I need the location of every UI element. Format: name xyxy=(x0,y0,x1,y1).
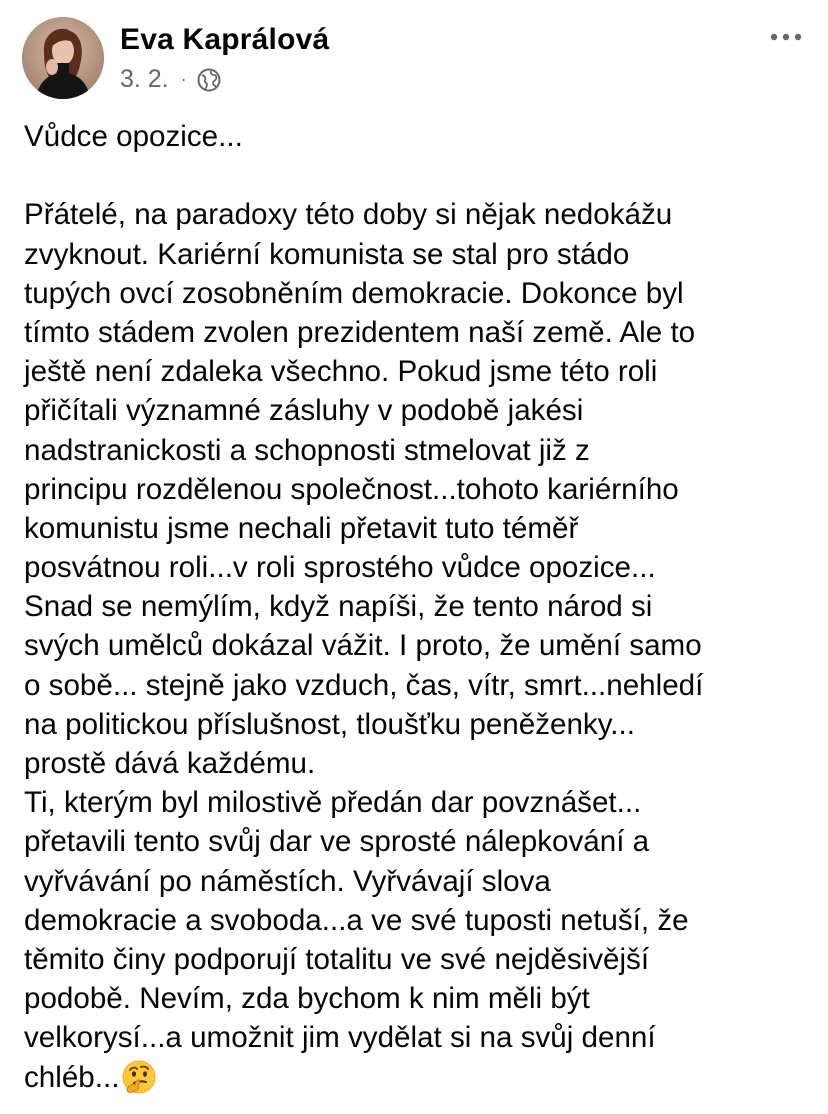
post-body-line: ještě není zdaleka všechno. Pokud jsme této roli xyxy=(24,355,658,389)
post-body-lines xyxy=(24,195,814,1057)
post-body-line: principu rozdělenou společnost...tohoto kariérního xyxy=(24,472,679,506)
globe-icon[interactable] xyxy=(197,68,221,92)
post-body-line: Přátelé, na paradoxy této doby si nějak nedokážu xyxy=(24,198,673,232)
meta-separator: · xyxy=(180,69,187,89)
author-name[interactable]: Eva Kaprálová xyxy=(120,23,330,56)
post-body-line: podobě. Nevím, zda bychom k nim měli být xyxy=(24,982,590,1016)
post-body-line: o sobě... stejně jako vzduch, čas, vítr, smrt...nehledí xyxy=(24,668,704,702)
post-title-line: Vůdce opozice... xyxy=(24,120,243,153)
post-body-line: posvátnou roli...v roli sprostého vůdce opozice... xyxy=(24,551,656,585)
post-body-line: tímto stádem zvolen prezidentem naší země. Ale to xyxy=(24,315,696,349)
avatar[interactable] xyxy=(22,17,104,99)
post-body-line: přičítali významné zásluhy v podobě jakési xyxy=(24,394,584,428)
post-body-line: nadstranickosti a schopnosti stmelovat již z xyxy=(24,433,590,467)
post-body-line: tupých ovcí zosobněním demokracie. Dokonce byl xyxy=(24,276,684,310)
post-text xyxy=(24,117,814,1097)
post-last-line-text: chléb... xyxy=(24,1060,120,1094)
post-body-line: zvyknout. Kariérní komunista se stal pro stádo xyxy=(24,237,630,271)
post-body-line: velkorysí...a umožnit jim vydělat si na svůj denní xyxy=(24,1021,656,1055)
post-body-line: vyřvávání po náměstích. Vyřvávají slova xyxy=(24,864,551,898)
post-body-line: těmito činy podporují totalitu ve své nejděsivější xyxy=(24,942,650,976)
post-meta xyxy=(120,65,221,94)
post-body-line: svých umělců dokázal vážit. I proto, že umění samo xyxy=(24,629,702,663)
post-body-line: Ti, kterým byl milostivě předán dar povznášet... xyxy=(24,786,642,820)
more-options-icon[interactable] xyxy=(768,27,804,47)
post-body-line: přetavili tento svůj dar ve sprosté nálepkování a xyxy=(24,825,650,859)
post-body-line: na politickou příslušnost, tloušťku peněženky... xyxy=(24,707,635,741)
thinking-face-emoji xyxy=(121,1059,157,1095)
post-body-line: prostě dává každému. xyxy=(24,747,316,780)
post-body-line: komunistu jsme nechali přetavit tuto téměř xyxy=(24,511,579,545)
post-date[interactable]: 3. 2. xyxy=(120,65,169,93)
post-body-line: demokracie a svoboda...a ve své tuposti netuší, že xyxy=(24,903,689,937)
paragraph-gap xyxy=(24,156,814,195)
post-body-line: Snad se nemýlím, když napíši, že tento národ si xyxy=(24,590,653,624)
post-last-line xyxy=(24,1058,814,1097)
post-header xyxy=(22,17,812,99)
